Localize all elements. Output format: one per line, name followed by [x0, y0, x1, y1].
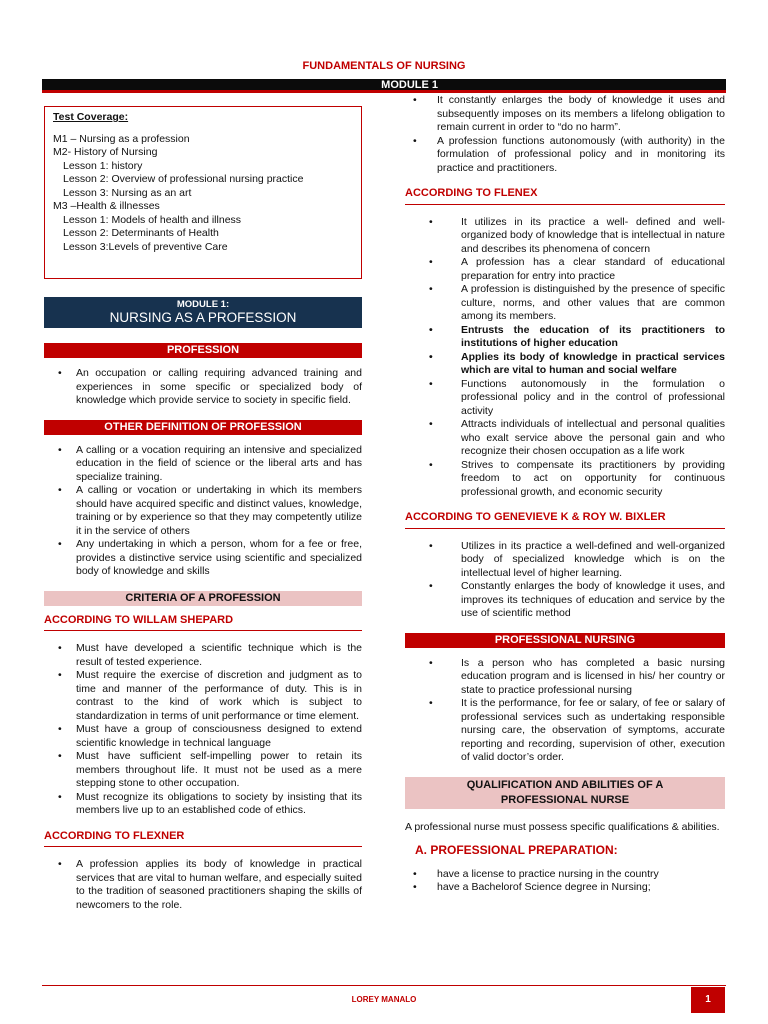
coverage-line: Lesson 3: Nursing as an art	[63, 186, 192, 199]
section-heading-qualification	[405, 777, 725, 809]
flenex-list	[405, 216, 725, 500]
other-definition-list	[44, 444, 362, 579]
coverage-line: Lesson 3:Levels of preventive Care	[63, 240, 228, 253]
list-item: • Strives to compensate its practitioners by providing freedom to act on opportunity for continuous professional growth, and economic security	[405, 459, 725, 500]
list-item: • An occupation or calling requiring advanced training and experiences in some specific or specialized body of knowledge which provide service to society in specific field.	[44, 367, 362, 408]
continued-list	[405, 94, 725, 175]
list-item: • Applies its body of knowledge in practical services which are vital to human and social welfare	[405, 351, 725, 378]
subheading-flexner: ACCORDING TO FLEXNER	[44, 830, 362, 848]
list-item: • Must have a group of consciousness designed to extend scientific knowledge in technical language	[44, 723, 362, 750]
profession-list	[44, 367, 362, 408]
list-item: • Functions autonomously in the formulation o professional policy and in the control of professional activity	[405, 378, 725, 419]
module-bar	[42, 79, 726, 93]
list-item: • Must recognize its obligations to society by insisting that its members live up to an established code of ethics.	[44, 791, 362, 818]
list-item: • It utilizes in its practice a well- defined and well-organized body of knowledge that is intellectual in nature and describes its phenomena of concern	[405, 216, 725, 257]
subheading-flenex: ACCORDING TO FLENEX	[405, 187, 725, 205]
document-title: FUNDAMENTALS OF NURSING	[302, 60, 466, 72]
section-heading-professional-nursing: PROFESSIONAL NURSING	[405, 633, 725, 648]
right-column	[405, 94, 725, 907]
coverage-line: M1 – Nursing as a profession	[53, 132, 190, 145]
list-item: • Must have developed a scientific technique which is the result of tested experience.	[44, 642, 362, 669]
genevieve-list	[405, 540, 725, 621]
list-item: • A profession applies its body of knowledge in practical services that are vital to human welfare, and especially suited to the tradition of seasoned practitioners shaping the skills of newcomers to the role.	[44, 858, 362, 912]
module-heading-box	[44, 297, 362, 328]
footer-author: LOREY MANALO	[351, 995, 417, 1004]
list-item: • A profession functions autonomously (with authority) in the formulation of professional policy and in monitoring its practice and practitioners.	[405, 135, 725, 176]
qualification-heading-line: QUALIFICATION AND ABILITIES OF A	[466, 778, 664, 791]
left-column	[44, 106, 362, 924]
list-item: • Must have sufficient self-impelling power to retain its members throughout life. It must not be used as a mere stepping stone to other occupation.	[44, 750, 362, 791]
coverage-line: Lesson 2: Determinants of Health	[63, 227, 219, 239]
list-item: • A profession has a clear standard of educational preparation for entry into practice	[405, 256, 725, 283]
coverage-line: Lesson 2: Overview of professional nursing practice	[63, 173, 304, 185]
list-item: • A profession is distinguished by the presence of specific culture, norms, and other values that are common among its members.	[405, 283, 725, 324]
section-heading-profession: PROFESSION	[44, 343, 362, 358]
subheading-shepard: ACCORDING TO WILLAM SHEPARD	[44, 614, 362, 632]
module-label: MODULE 1	[381, 79, 438, 91]
list-item: • Constantly enlarges the body of knowledge it uses, and improves its techniques of education and service by the use of scientific method	[405, 580, 725, 621]
list-item: • Utilizes in its practice a well-defined and well-organized body of specialized knowledge which is on the intellectual level of higher learning.	[405, 540, 725, 581]
coverage-line: Lesson 1: Models of health and illness	[63, 213, 242, 226]
coverage-line: M3 –Health & illnesses	[53, 200, 160, 212]
page-number: 1	[691, 987, 725, 1013]
professional-nursing-list	[405, 657, 725, 765]
module-title: NURSING AS A PROFESSION	[109, 310, 297, 325]
list-item: • Must require the exercise of discretion and judgment as to time and manner of the performance of duty. This is in contrast to the kind of work which is subject to standardization in terms of unit performance or time element.	[44, 669, 362, 723]
shepard-list	[44, 642, 362, 818]
list-item: • have a license to practice nursing in the country	[405, 868, 725, 882]
coverage-line: Lesson 1: history	[63, 159, 143, 172]
list-item: • It constantly enlarges the body of knowledge it uses and subsequently imposes on its members a lifelong obligation to remain current in order to “do no harm”.	[405, 94, 725, 135]
test-coverage-box	[44, 106, 362, 279]
qualification-paragraph: A professional nurse must possess specific qualifications & abilities.	[405, 820, 720, 833]
subheading-genevieve-bixler: ACCORDING TO GENEVIEVE K & ROY W. BIXLER	[405, 511, 725, 529]
qualification-heading-line: PROFESSIONAL NURSE	[500, 793, 630, 806]
list-item: • Entrusts the education of its practitioners to institutions of higher education	[405, 324, 725, 351]
coverage-line: M2- History of Nursing	[53, 146, 158, 158]
flexner-list	[44, 858, 362, 912]
list-item: • have a Bachelorof Science degree in Nursing;	[405, 881, 725, 895]
list-item: • A calling or a vocation requiring an intensive and specialized education in the field of science or the liberal arts and has specialize training.	[44, 444, 362, 485]
footer-rule	[42, 985, 726, 986]
preparation-list	[405, 868, 725, 895]
list-item: • It is the performance, for fee or salary, of fee or salary of professional services such as undertaking responsible nursing care, the observation of symptoms, accurate reporting and recording, supervision of other, execution of valid doctor’s order.	[405, 697, 725, 765]
list-item: • Is a person who has completed a basic nursing education program and is licensed in his/ her country or state to practice professional nursing	[405, 657, 725, 698]
subheading-professional-preparation: A. PROFESSIONAL PREPARATION:	[415, 843, 618, 857]
coverage-title: Test Coverage:	[53, 111, 129, 123]
section-heading-other-definition: OTHER DEFINITION OF PROFESSION	[44, 420, 362, 435]
list-item: • Attracts individuals of intellectual and personal qualities who exalt service above the personal gain and who recognize their chosen occupation as a life work	[405, 418, 725, 459]
module-number: MODULE 1:	[176, 299, 230, 310]
section-heading-criteria: CRITERIA OF A PROFESSION	[44, 591, 362, 606]
list-item: • A calling or vocation or undertaking in which its members should have acquired specific and distinct values, knowledge, training or by experience so that they may competently utilize it in the service of others	[44, 484, 362, 538]
list-item: • Any undertaking in which a person, whom for a fee or free, provides a distinctive service using scientific and specialized body of knowledge and skills	[44, 538, 362, 579]
